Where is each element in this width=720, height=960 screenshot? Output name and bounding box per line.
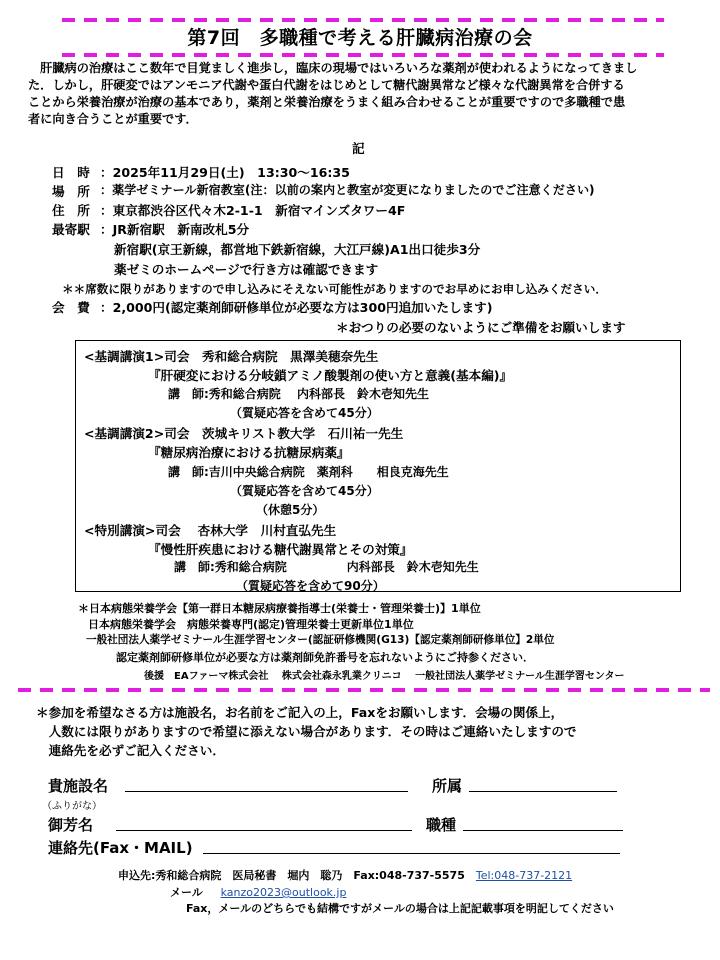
station-label: 最寄駅 (52, 222, 90, 237)
credit-line: 日本病態栄養学会 病態栄養専門(認定)管理栄養士更新単位1単位 (88, 618, 414, 631)
contact-details: 申込先:秀和総合病院 医局秘書 堀内 聡乃 Fax:048-737-5575 (118, 869, 476, 882)
address-value: ：東京都渋谷区代々木2-1-1 新宿マインズタワー4F (100, 203, 406, 218)
ki-heading: 記 (352, 141, 365, 156)
lecture1-title: 『肝硬変における分岐鎖アミノ酸製剤の使い方と意義(基本編)』 (148, 368, 513, 383)
fee-label: 会 費 (52, 300, 90, 315)
station-value: ：JR新宿駅 新南改札5分 (100, 222, 250, 237)
page-title: 第7回 多職種で考える肝臓病治療の会 (187, 27, 533, 49)
contact-line (118, 867, 572, 883)
fee-note: ＊おつりの必要のないようにご準備をお願いします (336, 320, 626, 335)
job-input-line[interactable] (463, 830, 623, 831)
intro-line: 者に向き合うことが重要です． (28, 112, 198, 126)
date-label: 日 時 (52, 165, 90, 180)
intro-line: 肝臓病の治療はここ数年で目覚ましく進歩し，臨床の現場ではいろいろな薬剤が使われるようになってきまし (28, 61, 638, 75)
footer-note: Fax，メールのどちらでも結構ですがメールの場合は上記記載事項を明記してください (186, 902, 614, 915)
special-heading: <特別講演>司会 杏林大学 川村直弘先生 (84, 523, 337, 538)
sponsors: 後援 EAファーマ株式会社 株式会社森永乳業クリニコ 一般社団法人薬学ゼミナール生涯学習センター (144, 671, 625, 682)
place-label: 場 所 (52, 184, 90, 199)
credit-line: 一般社団法人薬学ゼミナール生涯学習センター(認証研修機関(G13)【認定薬剤師研修単位】2単位 (86, 634, 555, 646)
special-title: 『慢性肝疾患における糖代謝異常とその対策』 (148, 542, 413, 557)
name-label: 御芳名 (48, 816, 94, 834)
section-dashed-divider (18, 688, 710, 692)
break-note: （休憩5分） (256, 503, 325, 517)
lecture1-heading: <基調講演1>司会 秀和総合病院 黒澤美穂奈先生 (84, 349, 379, 364)
address-label: 住 所 (52, 203, 90, 218)
job-label: 職種 (426, 816, 457, 834)
contact-label: 連絡先(Fax・MAIL) (48, 839, 193, 857)
special-speaker: 講 師:秀和総合病院 内科部長 鈴木壱知先生 (174, 560, 479, 574)
department-label: 所属 (432, 777, 463, 795)
facility-label: 貴施設名 (48, 777, 109, 795)
application-note: 連絡先を必ずご記入ください． (36, 743, 225, 758)
credit-line: 認定薬剤師研修単位が必要な方は薬剤師免許番号を忘れないようにご持参ください． (116, 651, 534, 664)
date-value: ：2025年11月29日(土) 13:30～16:35 (100, 165, 350, 180)
email-link[interactable]: kanzo2023@outlook.jp (220, 886, 347, 899)
department-input-line[interactable] (469, 791, 617, 792)
facility-input-line[interactable] (125, 791, 408, 792)
application-note: ＊参加を希望なさる方は施設名，お名前をご記入の上，Faxをお願いします．会場の関係上， (36, 705, 564, 720)
intro-line: ことから栄養治療が治療の基本であり，薬剤と栄養治療をうまく組み合わせることが重要ですので多職種で患 (28, 95, 626, 109)
lecture1-duration: （質疑応答を含めて45分） (230, 406, 379, 420)
lecture2-heading: <基調講演2>司会 茨城キリスト教大学 石川祐一先生 (84, 426, 404, 441)
station-line2: 新宿駅(京王新線，都営地下鉄新宿線，大江戸線)A1出口徒歩3分 (114, 242, 481, 257)
furigana-label: （ふりがな） (42, 801, 102, 812)
application-note: 人数には限りがありますので希望に添えない場合があります．その時はご連絡いたしますので (36, 724, 577, 739)
lecture1-speaker: 講 師:秀和総合病院 内科部長 鈴木壱知先生 (168, 387, 429, 401)
title-dashed-divider (62, 53, 664, 57)
lecture2-duration: （質疑応答を含めて45分） (230, 484, 379, 498)
fee-value: ：2,000円(認定薬剤師研修単位が必要な方は300円追加いたします) (100, 300, 493, 315)
tel-link[interactable]: Tel:048-737-2121 (475, 869, 573, 882)
lecture2-speaker: 講 師:吉川中央総合病院 薬剤科 相良克海先生 (168, 465, 449, 479)
intro-line: た．しかし，肝硬変ではアンモニア代謝や蛋白代謝をはじめとして糖代謝異常など様々な代謝異常を合併する (28, 78, 625, 92)
top-dashed-divider (62, 18, 664, 22)
station-line3: 薬ゼミのホームページで行き方は確認できます (114, 262, 379, 277)
seat-note: ＊＊席数に限りがありますので申し込みにそえない可能性がありますのでお早めにお申し込みください． (62, 282, 607, 296)
place-value: ：薬学ゼミナール新宿教室(注：以前の案内と教室が変更になりましたのでご注意ください) (100, 183, 595, 197)
name-input-line[interactable] (116, 830, 412, 831)
credit-line: ＊日本病態栄養学会【第一群日本糖尿病療養指導士(栄養士・管理栄養士)】1単位 (78, 602, 481, 615)
lecture2-title: 『糖尿病治療における抗糖尿病薬』 (148, 445, 350, 460)
contact-input-line[interactable] (203, 853, 620, 854)
mail-label: メール (170, 886, 203, 899)
mail-line (170, 884, 346, 900)
special-duration: （質疑応答を含めて90分） (236, 579, 385, 593)
